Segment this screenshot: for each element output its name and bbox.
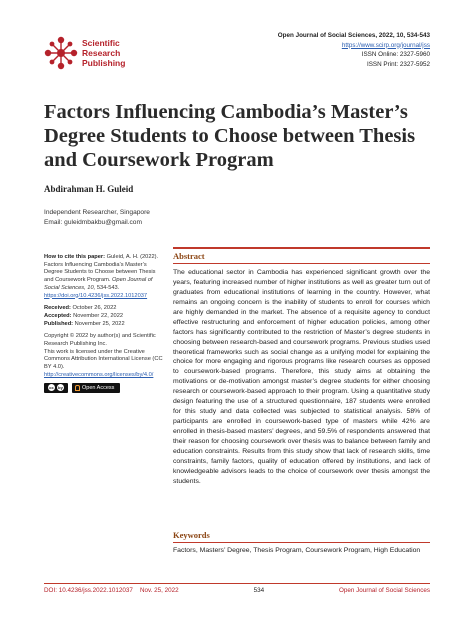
license-link[interactable]: http://creativecommons.org/licenses/by/4.0/ [44, 371, 154, 378]
doi-link[interactable]: https://doi.org/10.4236/jss.2022.1012037 [44, 292, 148, 299]
cc-glyph: cc [49, 385, 54, 391]
issn-print: ISSN Print: 2327-5952 [366, 60, 430, 68]
keywords-heading-rule [173, 542, 430, 543]
page-number: 534 [253, 587, 265, 594]
publisher-name-line: Scientific [82, 38, 120, 48]
keywords-list: Factors, Masters’ Degree, Thesis Program, Coursework Program, High Education [173, 547, 421, 554]
email-address[interactable]: guleidmbakbu@gmail.com [64, 219, 142, 226]
accepted-row [44, 313, 164, 321]
issn-online: ISSN Online: 2327-5960 [361, 51, 430, 59]
affiliation [44, 208, 150, 228]
publisher-name-line: Publishing [82, 58, 126, 68]
abstract-heading: Abstract [173, 251, 205, 261]
published-date: November 25, 2022 [74, 320, 125, 327]
srp-logo-icon [44, 36, 78, 70]
accepted-label: Accepted: [44, 312, 72, 319]
license-text: This work is licensed under the Creative Commons Attribution International License (CC BY 4.0). [44, 348, 163, 371]
published-label: Published: [44, 320, 74, 327]
publisher-name-line: Research [82, 48, 121, 58]
footer-date: Nov. 25, 2022 [139, 587, 179, 594]
license-badges [44, 383, 164, 393]
open-access-label: Open Access [82, 384, 115, 391]
cite-label: How to cite this paper: [44, 254, 105, 260]
published-row [44, 321, 164, 329]
cite-pages: 534-543. [96, 284, 120, 291]
author-name: Abdirahman H. Guleid [44, 184, 134, 194]
cite-text: Guleid, A. H. (2022). Factors Influencing Cambodia’s Master’s Degree Students to Choose between Thesis and Coursework Program. [44, 254, 159, 284]
publisher-name [82, 38, 125, 68]
footer-journal: Open Journal of Social Sciences [338, 587, 430, 594]
affiliation-line: Independent Researcher, Singapore [44, 209, 150, 216]
email-line [44, 218, 150, 228]
journal-citation: Open Journal of Social Sciences, 2022, 10, 534-543 [277, 32, 430, 39]
page-footer [44, 587, 430, 594]
open-access-badge[interactable] [72, 383, 120, 393]
footer-doi-date [44, 587, 179, 594]
footer-doi: DOI: 10.4236/jss.2022.1012037 [44, 587, 133, 594]
citation-block [44, 254, 164, 300]
abstract-body: The educational sector in Cambodia has experienced significant growth over the years, featuring increased number of higher institutions as well as greater turn out of graduates from educational institutions of learning in the country. However, what remains an ongoing concern is the inability of students to enroll for courses which are highly demanded in the market. The absence of a requisite agency to conduct effective restructuring and enforcement of higher education policies, among other factors has significantly contributed to the restriction of Master’s degree students in choosing between research-based and coursework programs. Previous studies used theoretical frameworks such as social change as a unifying model for explaining the choice for more engaging and rigorous programs like research courses as opposed to coursework-based programs. Therefore, this study aims at obtaining the motivations or de-motivation amongst master’s degree students for either choosing research or coursework-based approach to their program. Using a quantitative study design featuring the use of a structured questionnaire, 187 students were enrolled for this study and data collected was subjected to statistical analysis. 58% of participants are enrolled in coursework-based type of masters while 42% are enrolled in thesis-based masters’ degrees, and 59.5% of respondents answered that their reason for choosing coursework over thesis was to balance between family and education constraints. Results from this study show that lack of research skills, time constraints, family factors, quality of education offered by institutions, and lack of knowledgeable advisors leads to the choice of coursework over thesis amongst the students. [173, 269, 430, 485]
copyright-text: Copyright © 2022 by author(s) and Scientific Research Publishing Inc. [44, 333, 156, 348]
received-date: October 26, 2022 [72, 305, 117, 312]
open-lock-icon [75, 385, 80, 391]
by-glyph: by [58, 385, 63, 391]
dates-block [44, 305, 164, 328]
keywords-heading: Keywords [173, 530, 210, 540]
abstract-heading-rule [173, 263, 430, 264]
accepted-date: November 22, 2022 [73, 312, 124, 319]
article-info-sidebar [44, 254, 164, 398]
copyright-block [44, 333, 164, 392]
journal-meta [278, 31, 430, 69]
paper-title: Factors Influencing Cambodia’s Master’s Degree Students to Choose between Thesis and Coursework Program [44, 101, 416, 171]
abstract-top-rule [173, 247, 430, 249]
email-label: Email: [44, 219, 63, 226]
footer-rule [44, 583, 430, 584]
cc-by-badge-icon[interactable] [44, 383, 68, 393]
cite-journal: Open Journal of Social Sciences, 10, [44, 277, 153, 291]
received-label: Received: [44, 305, 71, 312]
journal-url-link[interactable]: https://www.scirp.org/journal/jss [341, 41, 430, 49]
received-row [44, 305, 164, 313]
